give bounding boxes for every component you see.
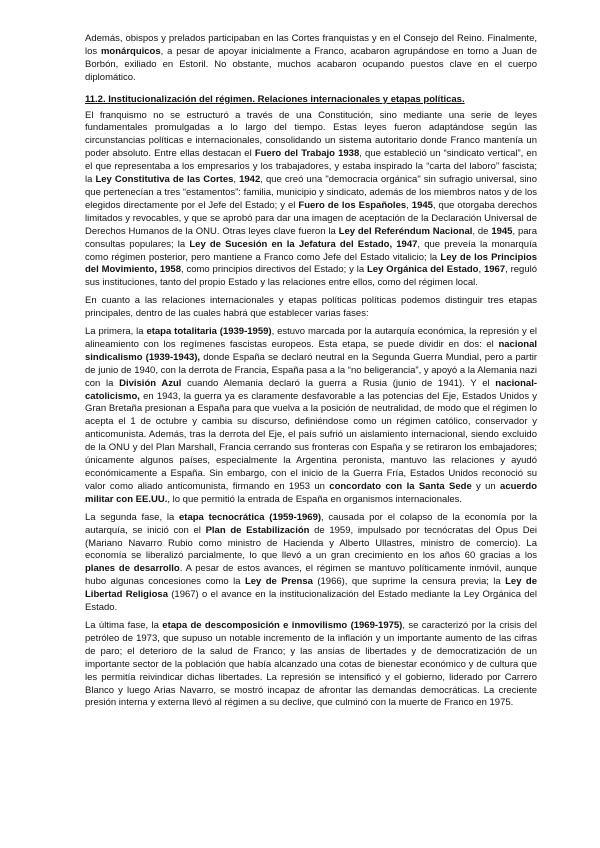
bold-term: nacional-catolicismo,: [85, 377, 537, 402]
bold-term: planes de desarrollo: [85, 563, 180, 575]
bold-term: acuerdo militar con EE.UU.: [85, 480, 538, 505]
bold-term: Ley del Referéndum Nacional: [338, 225, 473, 237]
bold-term: 1945: [411, 199, 433, 211]
bold-term: Fuero del Trabajo 1938: [254, 148, 360, 160]
bold-term: Fuero de los Españoles: [298, 199, 407, 211]
bold-term: concordato con la Santa Sede: [329, 480, 472, 492]
bold-term: monárquicos: [100, 45, 161, 57]
bold-term: etapa tecnocrática (1959-1969): [179, 511, 322, 523]
bold-term: nacional sindicalismo (1939-1943),: [85, 338, 537, 363]
section-heading: 11.2. Institucionalización del régimen. Relaciones internacionales y etapas políticas.: [85, 93, 465, 105]
bold-term: Ley de los Principios del Movimiento, 1958: [85, 251, 538, 276]
bold-term: 1967: [483, 264, 506, 276]
bold-term: Ley de Prensa: [244, 576, 313, 588]
bold-term: etapa totalitaria (1939-1959): [146, 326, 272, 338]
bold-term: Ley Orgánica del Estado: [366, 264, 479, 276]
bold-term: Ley de Libertad Religiosa: [85, 576, 537, 601]
bold-term: 1945: [491, 225, 513, 237]
bold-term: Ley de Sucesión en la Jefatura del Estado, 1947: [189, 238, 418, 250]
decline-stage-paragraph: La última fase, la etapa de descomposición e inmovilismo (1969-1975), se caracterizó por la crisis del petróleo de 1973, que supuso un notable incremento de la inflación y un importante aumento de las cifras de paro; el deterioro de la salud de Franco; y las ansias de libertades y de democratización de un importante sector de la población que había alcanzado una cotas de bienestar económico y de cultura que les permitía reivindicar dichas libertades. La represión se intensificó y el gobierno, liderado por Carrero Blanco y luego Arias Navarro, se mostró incapaz de afrontar las demandas democráticas. La creciente presión interna y externa llevó al régimen a su declive, que culminó con la muerte de Franco en 1975.: [85, 619, 537, 709]
technocratic-stage-paragraph: La segunda fase, la etapa tecnocrática (1959-1969), causada por el colapso de la economía por la autarquía, se inició con el Plan de Estabilización de 1959, impulsado por tecnócratas del Opus Dei (Mariano Navarro Rubio como ministro de Hacienda y Alberto Ullastres, ministro de comercio). La economía se liberalizó parcialmente, lo que llevó a un gran crecimiento en los años 60 gracias a los planes de desarrollo. A pesar de estos avances, el régimen se mantuvo políticamente inmóvil, aunque hubo algunas concesiones como la Ley de Prensa (1966), que suprime la censura previa; la Ley de Libertad Religiosa (1967) o el avance en la institucionalización del Estado mediante la Ley Orgánica del Estado.: [85, 511, 537, 614]
bold-term: Ley Constitutiva de las Cortes: [95, 174, 234, 186]
bold-term: Plan de Estabilización: [205, 524, 310, 536]
totalitarian-stage-paragraph: La primera, la etapa totalitaria (1939-1959), estuvo marcada por la autarquía económica, la represión y el alineamiento con los regímenes fascistas europeos. Esta etapa, se puede dividir en dos: el nacional sindicalismo (1939-1943), donde España se declaró neutral en la Segunda Guerra Mundial, pero a partir de junio de 1940, con la derrota de Francia, España pasa a la “no beligerancia”, y apoyó a la Alemania nazi con la División Azul cuando Alemania declaró la guerra a Rusia (junio de 1941). Y el nacional-catolicismo, en 1943, la guerra ya es claramente desfavorable a las potencias del Eje, Estados Unidos y Gran Bretaña presionan a España para que vuelva a la posición de neutralidad, de modo que el régimen lo acepta el 1 de octubre y cambia su discurso, definiéndose como un régimen católico, conservador y anticomunista. Además, tras la derrota del Eje, el país sufrió un aislamiento internacional, siendo excluido de la ONU y del Plan Marshall, Francia cerrando sus fronteras con España y se retiraron los embajadores; únicamente algunos países, especialmente la Argentina peronista, mantuvo las relaciones y ayudó económicamente a España. Sin embargo, con el inicio de la Guerra Fría, Estados Unidos reconoció su valor como aliado anticomunista, firmando en 1953 un concordato con la Santa Sede y un acuerdo militar con EE.UU., lo que permitió la entrada de España en organismos internacionales.: [85, 326, 538, 505]
laws-paragraph: El franquismo no se estructuró a través de una Constitución, sino mediante una serie de leyes fundamentales promulgadas a lo largo del tiempo. Estas leyes fueron adaptándose según las circunstancias políticas e internacionales, consolidando un sistema autoritario donde Franco mantenía un poder absoluto. Entre ellas destacan el Fuero del Trabajo 1938, que estableció un “sindicato vertical”, en el que representaba a los empresarios y los trabajadores, y estaba inspirado la “carta del laboro” fascista; la Ley Constitutiva de las Cortes, 1942, que creó una "democracia orgánica" sin sufragio universal, sino que pertenecían a tres “estamentos”: familia, municipio y sindicato, además de los miembros natos y de los elegidos directamente por el Jefe del Estado; y el Fuero de los Españoles, 1945, que otorgaba derechos limitados y revocables, y que se aprobó para dar una imagen de aceptación de la Declaración Universal de Derechos Humanos de la ONU. Otras leyes clave fueron la Ley del Referéndum Nacional, de 1945, para consultas populares; la Ley de Sucesión en la Jefatura del Estado, 1947, que preveía la monarquía como régimen posterior, pero mantiene a Franco como Jefe del Estado vitalicio; la Ley de los Principios del Movimiento, 1958, como principios directivos del Estado; y la Ley Orgánica del Estado, 1967, reguló sus instituciones, tanto del propio Estado y las relaciones entre ellos, como del régimen local.: [85, 109, 538, 289]
bold-term: División Azul: [119, 377, 182, 389]
bold-term: etapa de descomposición e inmovilismo (1969-1975): [162, 619, 403, 631]
bold-term: 1942: [239, 174, 261, 186]
intro-paragraph: Además, obispos y prelados participaban en las Cortes franquistas y en el Consejo del Reino. Finalmente, los monárquicos, a pesar de apoyar inicialmente a Franco, acabaron agrupándose en torno a Juan de Borbón, exiliado en Estoril. No obstante, muchos acabaron ocupando puestos clave en el cuerpo diplomático.: [85, 33, 537, 83]
relations-intro-paragraph: En cuanto a las relaciones internacionales y etapas políticas políticas podemos distinguir tres etapas principales, dentro de las cuales habrá que establecer varias fases:: [85, 295, 537, 320]
